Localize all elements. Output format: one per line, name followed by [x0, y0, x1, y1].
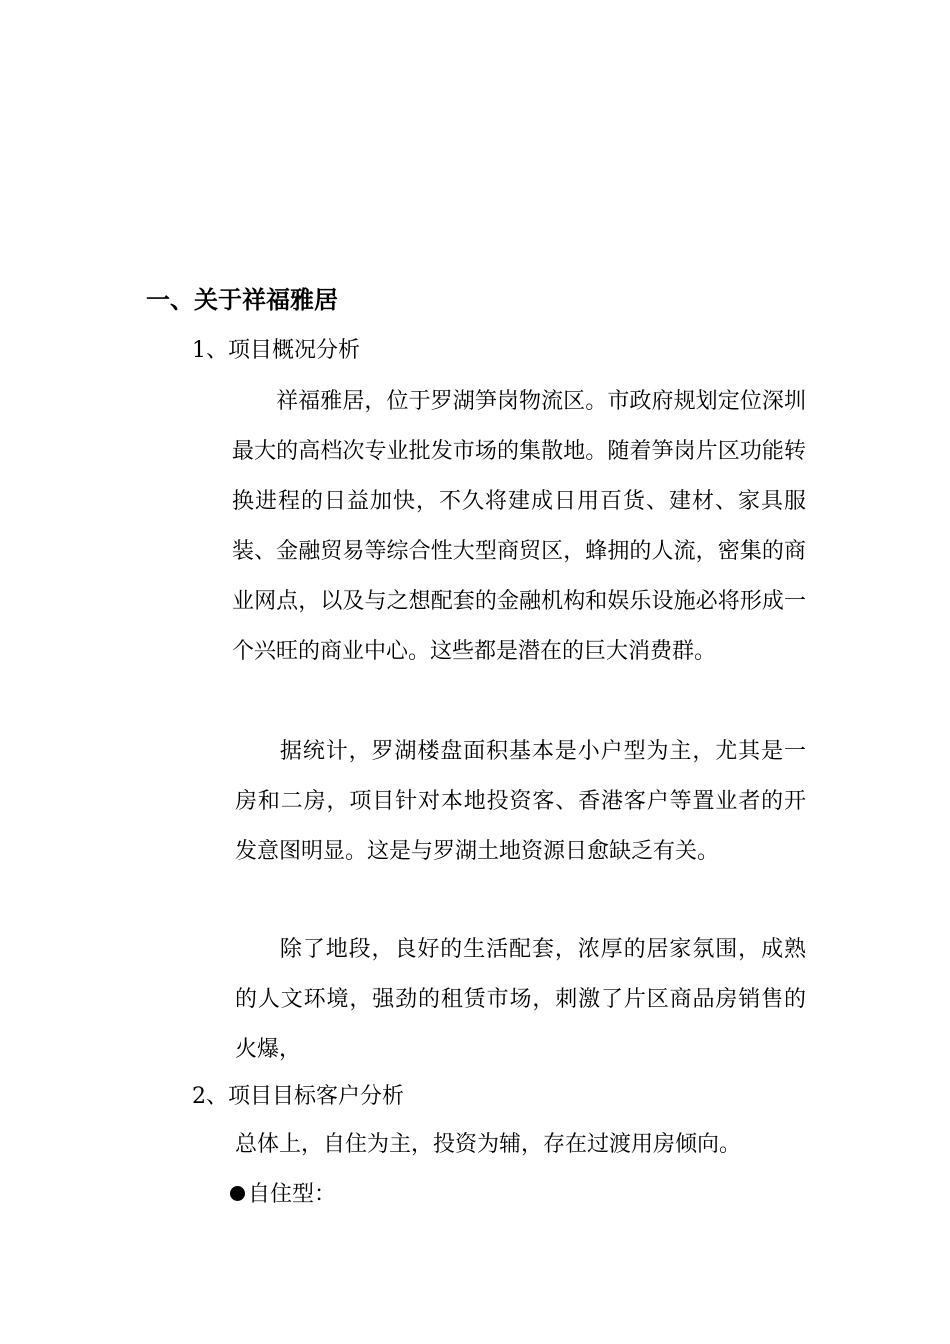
bullet-dot-icon	[230, 1186, 245, 1201]
paragraph-text: 祥福雅居，位于罗湖笋岗物流区。市政府规划定位深圳最大的高档次专业批发市场的集散地。随着笋岗片区功能转换进程的日益加快，不久将建成日用百货、建材、家具服装、金融贸易等综合性大型商贸区，蜂拥的人流，密集的商业网点，以及与之想配套的金融机构和娱乐设施必将形成一个兴旺的商业中心。这些都是潜在的巨大消费群。	[232, 389, 806, 664]
bullet-item-label: 自住型：	[248, 1182, 337, 1207]
customer-summary: 总体上，自住为主，投资为辅，存在过渡用房倾向。	[235, 1132, 742, 1157]
paragraph-text: 除了地段，良好的生活配套，浓厚的居家氛围，成熟的人文环境，强劲的租赁市场，刺激了片区商品房销售的火爆，	[235, 937, 806, 1062]
paragraph-text: 据统计，罗湖楼盘面积基本是小户型为主，尤其是一房和二房，项目针对本地投资客、香港客户等置业者的开发意图明显。这是与罗湖土地资源日愈缺乏有关。	[235, 739, 806, 864]
section-heading: 一、关于祥福雅居	[146, 285, 338, 314]
subsection-heading-overview: 1、项目概况分析	[192, 338, 360, 363]
subsection-heading-target-customers: 2、项目目标客户分析	[192, 1084, 404, 1109]
paragraph-location	[232, 377, 806, 677]
paragraph-unit-types	[235, 727, 806, 877]
bullet-item-owner-occupied	[230, 1170, 336, 1220]
paragraph-amenities	[235, 925, 806, 1075]
